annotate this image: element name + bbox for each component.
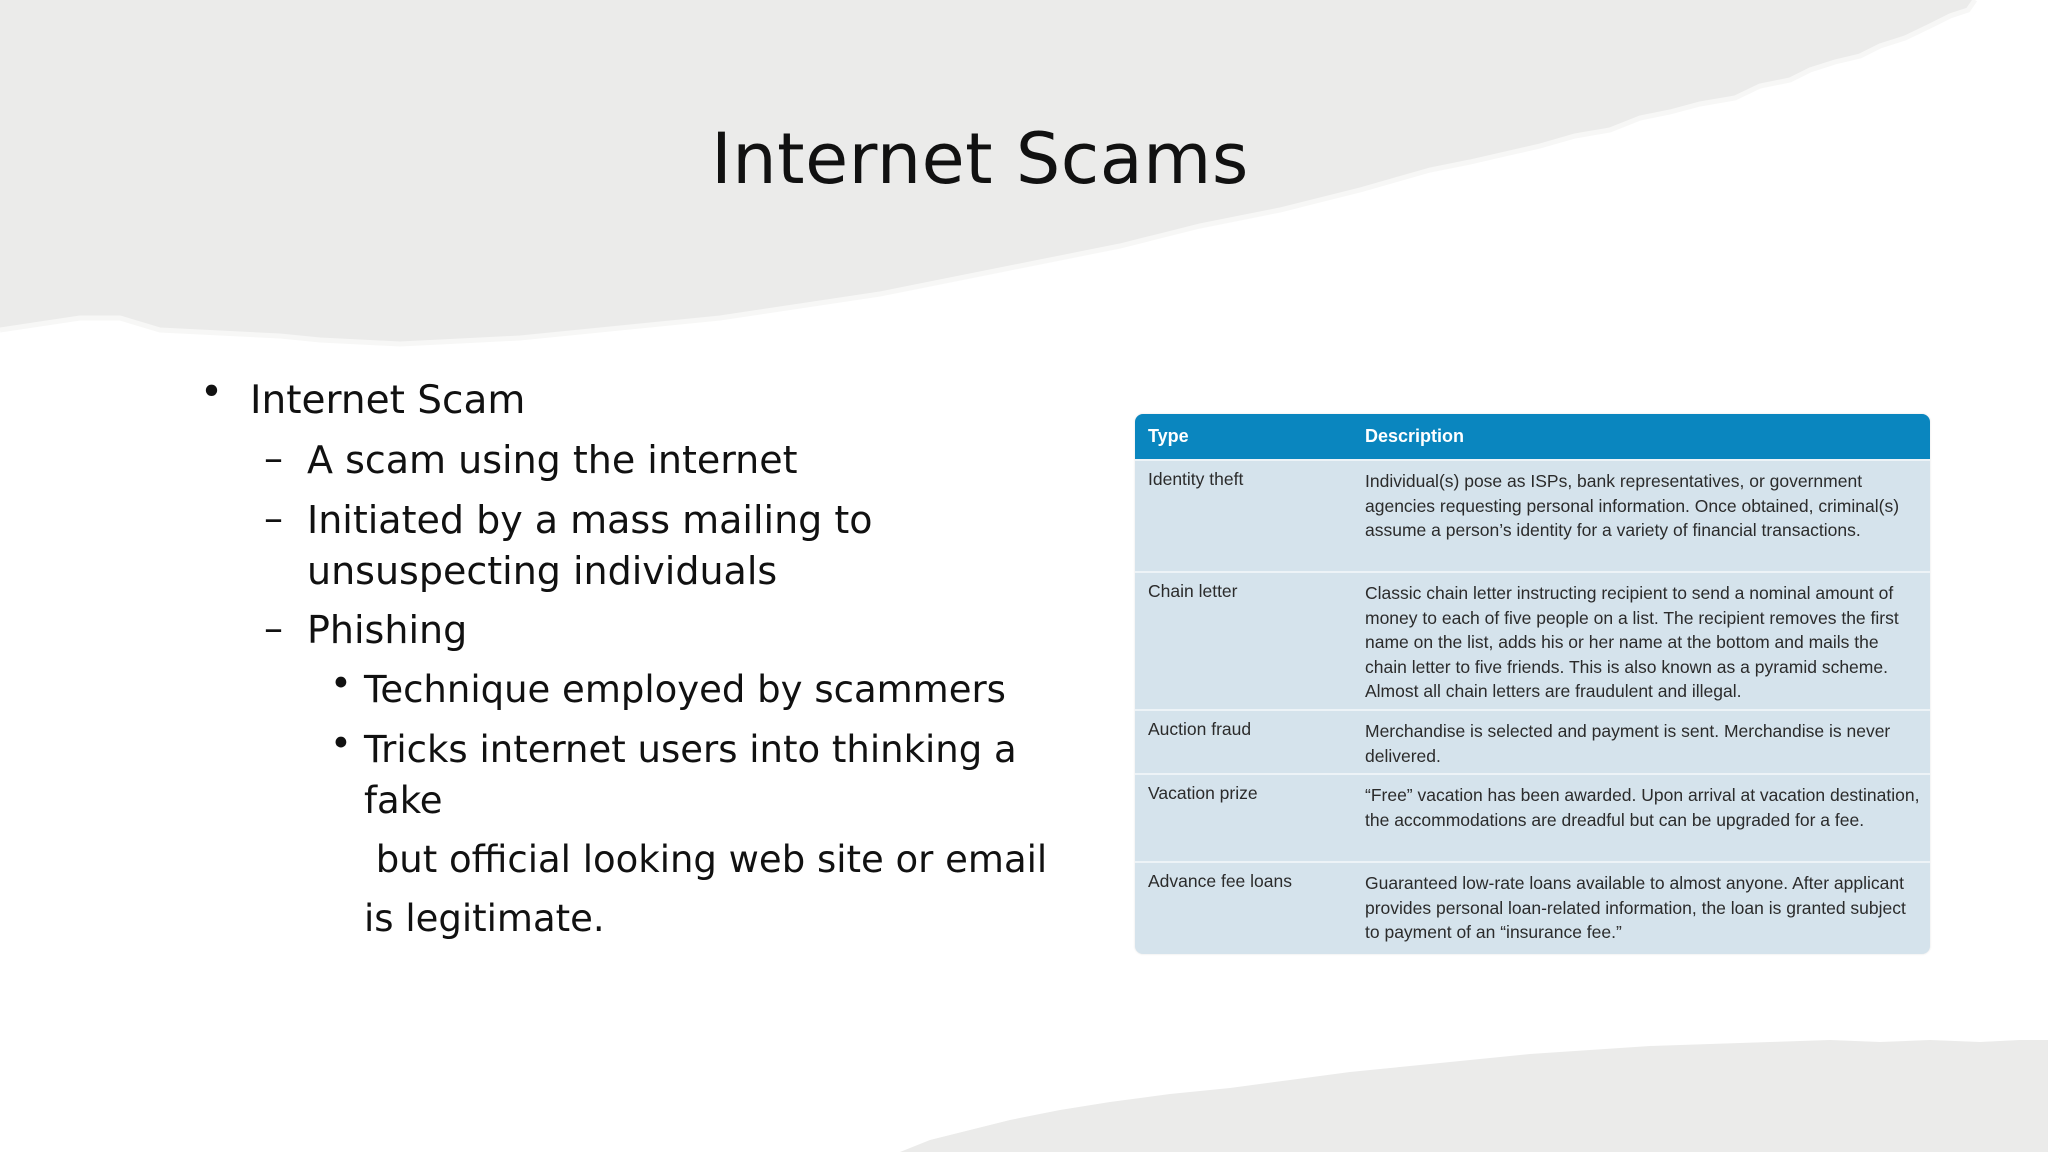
table-cell-description: “Free” vacation has been awarded. Upon arrival at vacation destination, the accommodations are dreadful but can be upgraded for a fee. — [1365, 785, 1920, 830]
bullet-dash: – — [264, 496, 283, 540]
bullet-tricks: Tricks internet users into thinking a — [364, 728, 1017, 771]
bullet-dash: – — [264, 436, 283, 480]
table-cell-description: Individual(s) pose as ISPs, bank representatives, or government agencies requesting personal information. Once obtained, criminal(s) assume a person’s identity for a variety of financial transactions. — [1365, 471, 1900, 540]
table-row — [1135, 709, 1930, 773]
table-cell-description: Merchandise is selected and payment is sent. Merchandise is never delivered. — [1365, 721, 1891, 766]
bullet-scam-definition: A scam using the internet — [307, 438, 798, 482]
table-cell-description: Classic chain letter instructing recipient to send a nominal amount of money to each of five people on a list. The recipient removes the first name on the list, adds his or her name at the bottom and mails the chain letter to five friends. This is also known as a pyramid scheme. Almost all chain letters are fraudulent and illegal. — [1365, 583, 1899, 701]
bullet-tricks-cont-1: fake — [364, 779, 443, 822]
table-cell-type: Vacation prize — [1148, 783, 1258, 803]
table-row — [1135, 773, 1930, 861]
table-cell-type: Chain letter — [1148, 581, 1238, 601]
table-row — [1135, 571, 1930, 709]
bullet-mass-mailing: Initiated by a mass mailing to — [307, 498, 873, 542]
table-cell-type: Auction fraud — [1148, 719, 1252, 739]
bullet-phishing: Phishing — [307, 608, 468, 652]
scam-types-table — [1135, 414, 1930, 954]
bullet-tricks-cont-2: but official looking web site or email — [364, 838, 1048, 881]
table-row — [1135, 861, 1930, 954]
table-row — [1135, 459, 1930, 571]
slide-title: Internet Scams — [711, 118, 1249, 200]
table-header-row — [1135, 414, 1930, 459]
bullet-dot: • — [200, 370, 224, 415]
bullet-dash: – — [264, 606, 283, 650]
bullet-dot: • — [330, 662, 352, 705]
table-cell-type: Identity theft — [1148, 469, 1244, 489]
bullet-tricks-cont-3: is legitimate. — [364, 897, 605, 940]
table-cell-description: Guaranteed low-rate loans available to almost anyone. After applicant provides personal loan-related information, the loan is granted subject to payment of an “insurance fee.” — [1365, 873, 1906, 942]
torn-paper-bottom — [900, 1040, 2048, 1152]
table-cell-type: Advance fee loans — [1148, 871, 1292, 891]
bullet-dot: • — [330, 722, 352, 765]
bullet-mass-mailing-cont: unsuspecting individuals — [307, 549, 778, 593]
table-header-type: Type — [1148, 426, 1189, 446]
bullet-internet-scam: Internet Scam — [250, 378, 526, 423]
table-header-description: Description — [1365, 426, 1465, 446]
bullet-technique: Technique employed by scammers — [364, 668, 1006, 711]
